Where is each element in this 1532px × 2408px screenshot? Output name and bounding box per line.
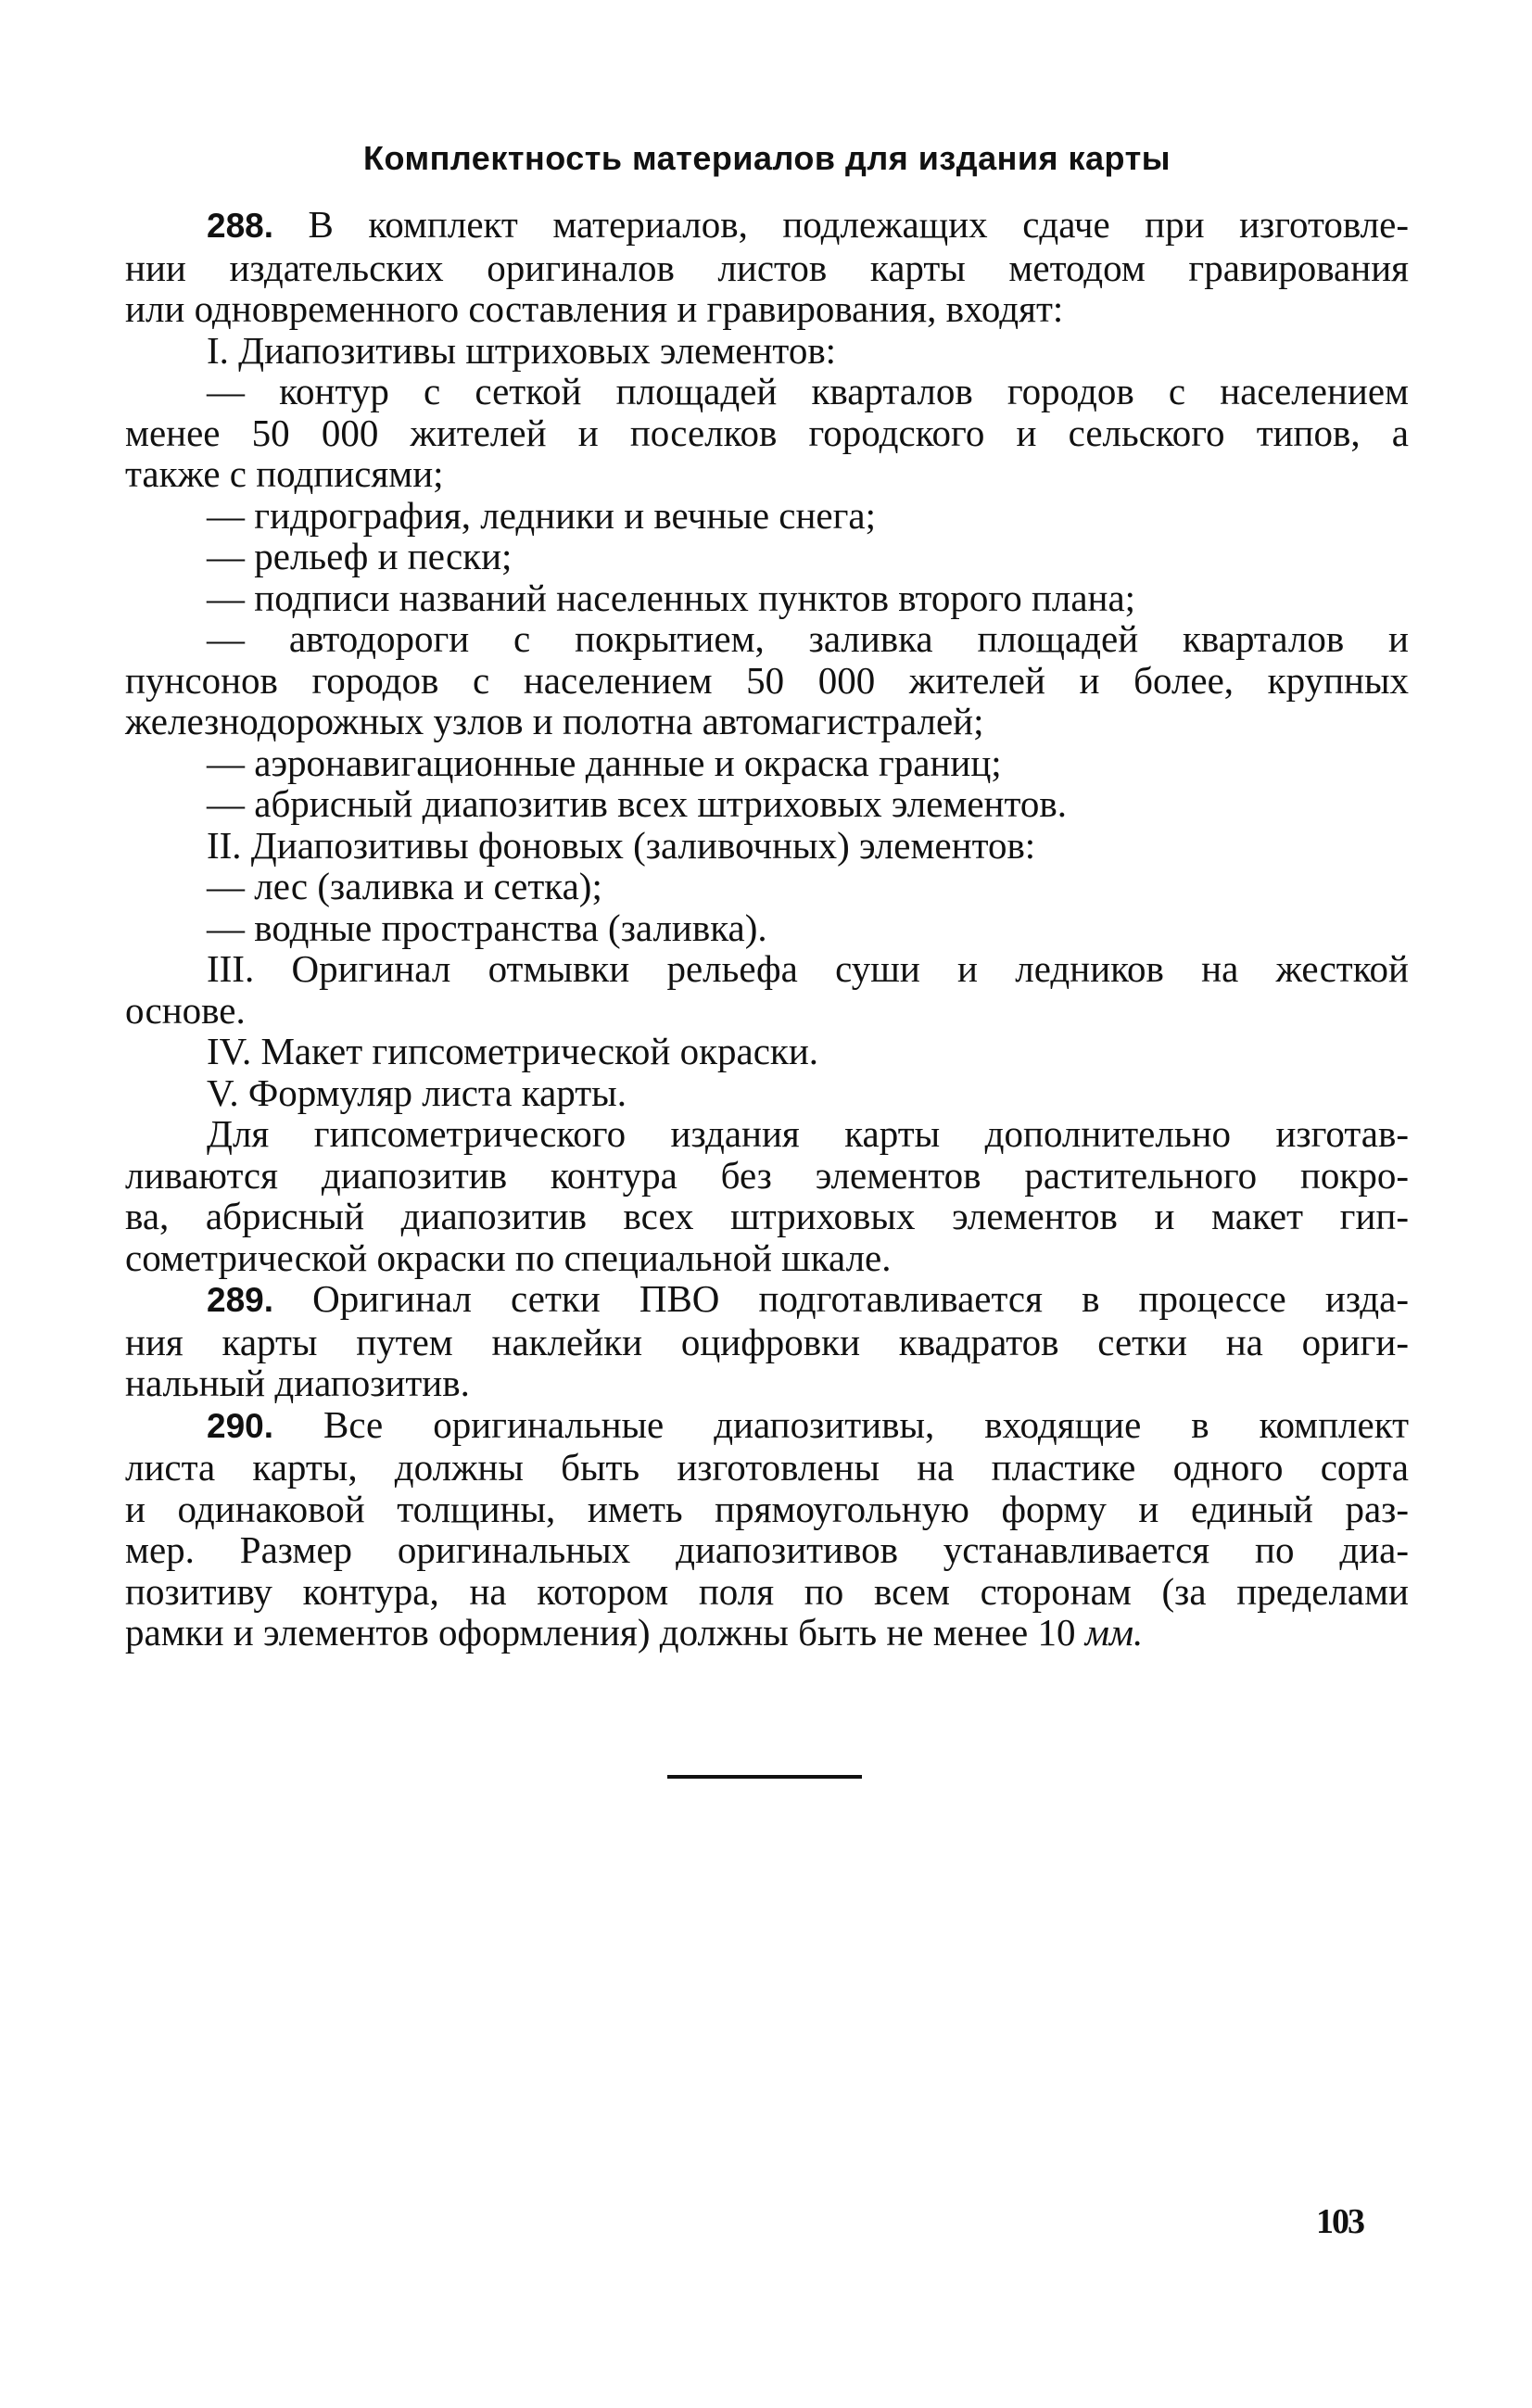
- section-divider: [667, 1775, 862, 1779]
- text-line: — абрисный диапозитив всех штриховых элементов.: [207, 782, 1067, 825]
- clause-number: 288.: [207, 207, 274, 245]
- text-line: и одинаковой толщины, иметь прямоугольную форму и единый раз-: [125, 1487, 1409, 1530]
- text-line: — автодороги с покрытием, заливка площадей кварталов и: [207, 617, 1409, 660]
- text-line: V. Формуляр листа карты.: [207, 1071, 627, 1114]
- page-number: 103: [1316, 2202, 1363, 2241]
- text-line: Для гипсометрического издания карты дополнительно изготав-: [207, 1112, 1409, 1155]
- text-line: 289. Оригинал сетки ПВО подготавливается в процессе изда-: [207, 1277, 1409, 1320]
- page-body: [125, 139, 1409, 1654]
- text-line: — контур с сеткой площадей кварталов городов с населением: [207, 370, 1409, 412]
- text-line: мер. Размер оригинальных диапозитивов устанавливается по диа-: [125, 1528, 1409, 1571]
- text-line: нальный диапозитив.: [125, 1362, 470, 1404]
- text-line: IV. Макет гипсометрической окраски.: [207, 1030, 819, 1072]
- text-line: — аэронавигационные данные и окраска границ;: [207, 741, 1002, 784]
- text-line: 290. Все оригинальные диапозитивы, входящие в комплект: [207, 1402, 1409, 1446]
- text-line: основе.: [125, 988, 246, 1032]
- section-heading: Комплектность материалов для издания карты: [363, 139, 1171, 177]
- text-line: ливаются диапозитив контура без элементов растительного покро-: [125, 1153, 1409, 1197]
- text-line: нии издательских оригиналов листов карты методом гравирования: [125, 246, 1409, 289]
- text-line: или одновременного составления и гравирования, входят:: [125, 287, 1064, 330]
- text-line: рамки и элементов оформления) должны быть не менее 10 мм.: [125, 1611, 1144, 1654]
- unit-label: мм.: [1084, 1611, 1144, 1654]
- text-line: ния карты путем наклейки оцифровки квадратов сетки на ориги-: [125, 1320, 1409, 1363]
- text-line: — рельеф и пески;: [207, 535, 513, 577]
- text-line: — гидрография, ледники и вечные снега;: [207, 493, 877, 537]
- text-line: менее 50 000 жителей и поселков городского и сельского типов, а: [125, 411, 1409, 454]
- clause-number: 289.: [207, 1281, 274, 1319]
- text-line: 288. В комплект материалов, подлежащих сдаче при изготовле-: [207, 203, 1409, 246]
- text-line: III. Оригинал отмывки рельефа суши и ледников на жесткой: [207, 947, 1409, 990]
- text-line: — водные пространства (заливка).: [207, 906, 767, 949]
- text-line: — подписи названий населенных пунктов второго плана;: [207, 576, 1136, 619]
- text-line: также с подписями;: [125, 452, 444, 495]
- text-line: II. Диапозитивы фоновых (заливочных) элементов:: [207, 823, 1036, 867]
- text-line: — лес (заливка и сетка);: [207, 865, 602, 907]
- text-line: ва, абрисный диапозитив всех штриховых элементов и макет гип-: [125, 1195, 1409, 1237]
- text-line: пунсонов городов с населением 50 000 жителей и более, крупных: [125, 658, 1409, 702]
- text-line: позитиву контура, на котором поля по всем сторонам (за пределами: [125, 1569, 1409, 1613]
- text-line: железнодорожных узлов и полотна автомагистралей;: [125, 700, 984, 742]
- text-line: листа карты, должны быть изготовлены на пластике одного сорта: [125, 1446, 1409, 1489]
- clause-number: 290.: [207, 1406, 274, 1445]
- text-line: сометрической окраски по специальной шкале.: [125, 1236, 892, 1279]
- text-line: I. Диапозитивы штриховых элементов:: [207, 328, 837, 372]
